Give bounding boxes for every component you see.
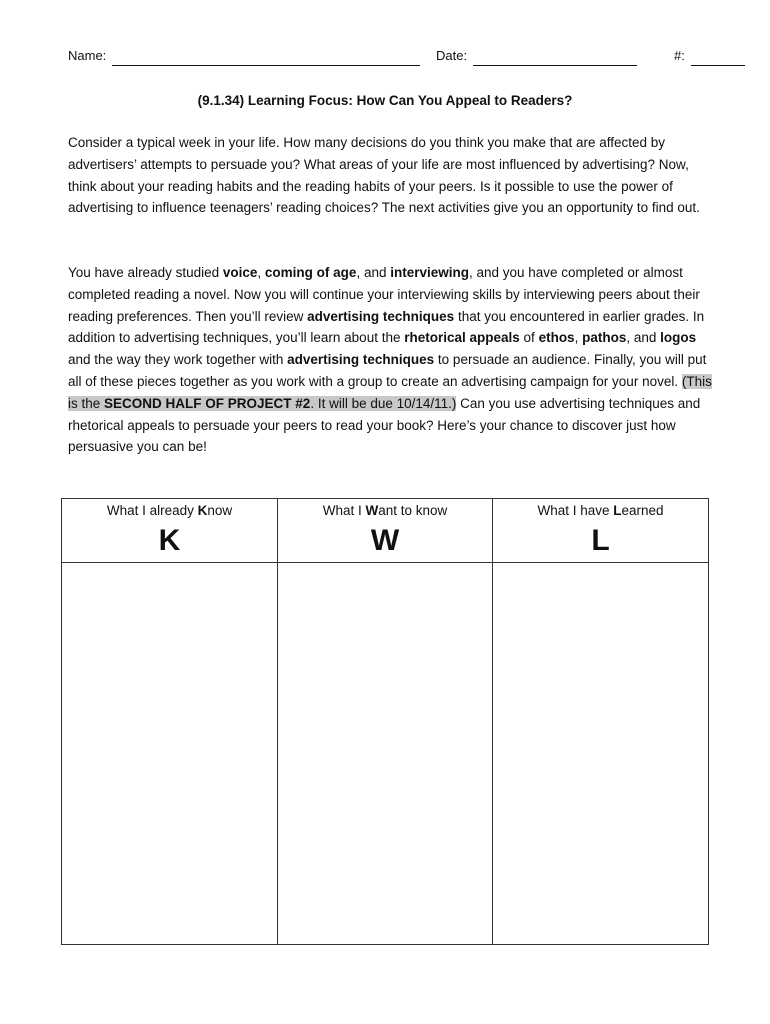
kwl-cell-learned[interactable] xyxy=(493,563,708,944)
p2-text: , and you have completed or almost completed reading a novel. Now you will continue your interviewing skills by interviewing peers about their reading preferences. Then you’ll review xyxy=(68,265,700,324)
kwl-column-learned xyxy=(493,499,708,944)
number-field xyxy=(674,46,745,66)
page-title: (9.1.34) Learning Focus: How Can You Appeal to Readers? xyxy=(197,93,573,108)
name-blank[interactable] xyxy=(112,51,420,66)
label-bold: L xyxy=(613,503,622,518)
label-bold: W xyxy=(365,503,379,518)
label-text: earned xyxy=(621,503,664,518)
highlight-text-due: . It will be due 10/14/11.) xyxy=(310,395,457,411)
project-paragraph xyxy=(68,262,718,458)
p2-text: , xyxy=(257,265,265,280)
p2-bold-advertising-techniques: advertising techniques xyxy=(307,308,455,324)
kwl-header-learned xyxy=(493,499,708,563)
label-text: ant to know xyxy=(378,503,448,518)
kwl-letter-w: W xyxy=(370,524,400,557)
p2-bold-pathos: pathos xyxy=(582,330,627,346)
label-text: What I xyxy=(322,503,366,518)
label-text: now xyxy=(207,503,233,518)
p2-bold-advertising-techniques-2: advertising techniques xyxy=(287,352,435,368)
kwl-label-know xyxy=(62,502,277,520)
kwl-header-want xyxy=(278,499,492,563)
p2-text: and the way they work together with xyxy=(68,352,288,368)
kwl-column-know xyxy=(62,499,278,944)
intro-paragraph: Consider a typical week in your life. How many decisions do you think you make that are affected by advertisers’ attempts to persuade you? What areas of your life are most influenced by advertising? Now, think about your reading habits and the reading habits of your peers. Is it possible to use the power of advertising to influence teenagers’ reading choices? The next activities give you an opportunity to find out. xyxy=(68,135,700,216)
name-field xyxy=(68,46,420,66)
number-label: #: xyxy=(674,48,685,63)
p2-text: You have already studied xyxy=(68,265,223,280)
p2-text: to persuade an audience. Finally, you will put all of these pieces together as you work with a group to create an advertising campaign for your novel. xyxy=(68,352,707,389)
number-blank[interactable] xyxy=(691,51,745,66)
p2-text: , and xyxy=(626,330,661,346)
highlight-bold-project: SECOND HALF OF PROJECT #2 xyxy=(104,395,311,411)
p2-bold-rhetorical-appeals: rhetorical appeals xyxy=(404,330,520,346)
kwl-chart xyxy=(61,498,709,945)
date-label: Date: xyxy=(436,48,468,63)
kwl-label-learned xyxy=(493,502,708,520)
date-field xyxy=(436,46,637,66)
kwl-label-want xyxy=(278,502,492,520)
p2-bold-coming-of-age: coming of age xyxy=(264,265,357,280)
kwl-letter-k: K xyxy=(158,524,181,557)
p2-bold-logos: logos xyxy=(660,330,697,346)
p2-text: Can you use advertising techniques and rhetorical appeals to persuade your peers to read your book? Here’s your chance to discover just how persuasive you can be! xyxy=(68,395,701,455)
kwl-column-want xyxy=(278,499,493,944)
p2-bold-voice: voice xyxy=(222,265,258,280)
label-text: What I have xyxy=(537,503,614,518)
p2-text: of xyxy=(519,330,539,346)
p2-text: , xyxy=(574,330,583,346)
p2-text: , and xyxy=(356,265,391,280)
kwl-letter-l: L xyxy=(591,524,610,557)
kwl-header-know xyxy=(62,499,277,563)
label-text: What I already xyxy=(106,503,198,518)
highlight-text: (This is the xyxy=(68,373,712,411)
header-row xyxy=(68,46,748,66)
label-bold: K xyxy=(197,503,208,518)
kwl-cell-know[interactable] xyxy=(62,563,277,944)
kwl-cell-want[interactable] xyxy=(278,563,492,944)
date-blank[interactable] xyxy=(473,51,637,66)
p2-bold-ethos: ethos xyxy=(538,330,575,346)
p2-bold-interviewing: interviewing xyxy=(390,265,469,280)
name-label: Name: xyxy=(68,48,107,63)
p2-text: that you encountered in earlier grades. In addition to advertising techniques, you’ll learn about the xyxy=(68,308,705,346)
